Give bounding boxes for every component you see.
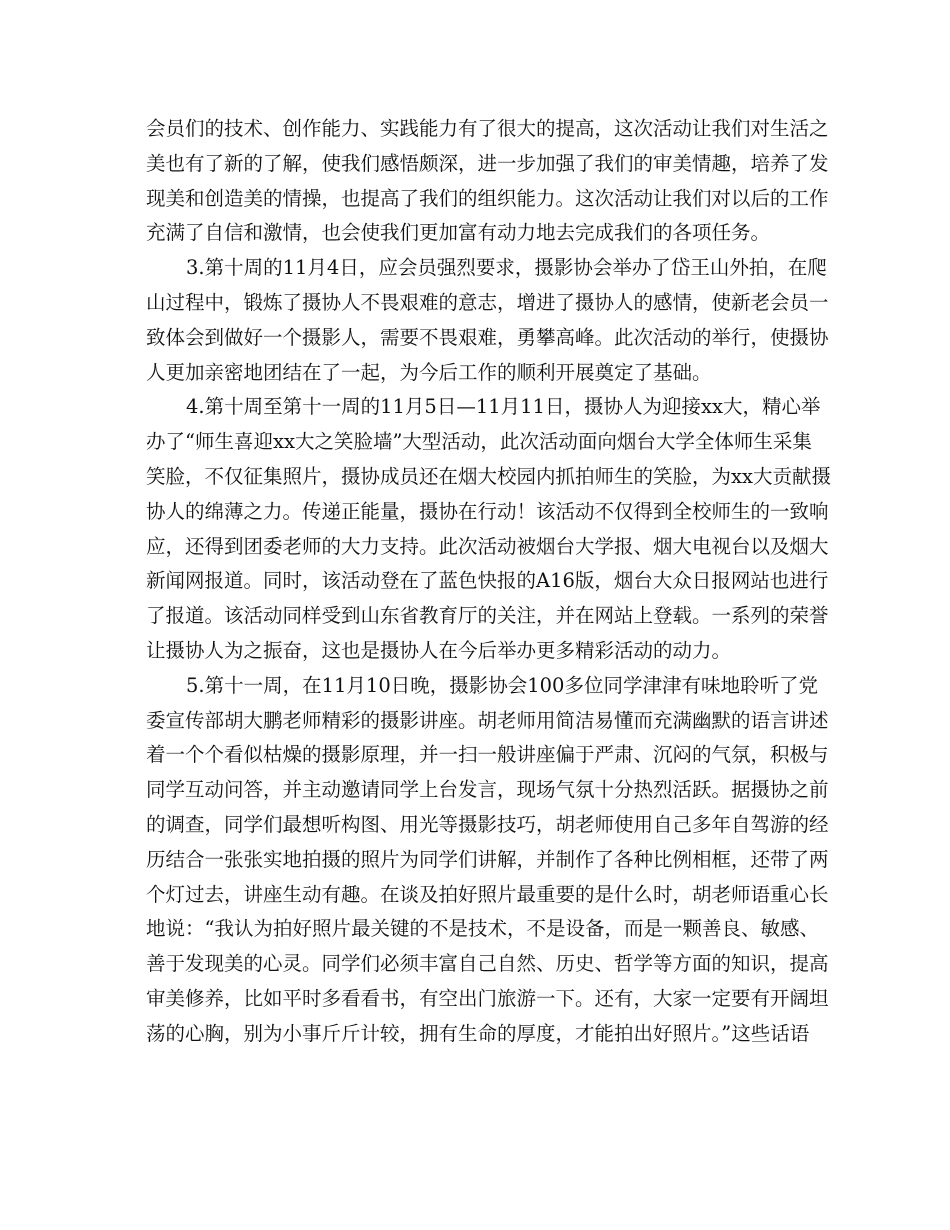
text-line: 荡的心胸，别为小事斤斤计较，拥有生命的厚度，才能拍出好照片。”这些话语 — [146, 1021, 810, 1045]
text-line: 同学互动问答，并主动邀请同学上台发言，现场气氛十分热烈活跃。据摄协之前 — [146, 778, 829, 802]
text-line: 着一个个看似枯燥的摄影原理，并一扫一般讲座偏于严肃、沉闷的气氛，积极与 — [146, 743, 829, 767]
text-line: 新闻网报道。同时，该活动登在了蓝色快报的A16版，烟台大众日报网站也进行 — [146, 569, 829, 593]
text-line: 的调查，同学们最想听构图、用光等摄影技巧，胡老师使用自己多年自驾游的经 — [146, 812, 829, 836]
text-line: 应，还得到团委老师的大力支持。此次活动被烟台大学报、烟大电视台以及烟大 — [146, 534, 829, 558]
text-line: 个灯过去，讲座生动有趣。在谈及拍好照片最重要的是什么时，胡老师语重心长 — [146, 882, 829, 906]
text-line: 协人的绵薄之力。传递正能量，摄协在行动！该活动不仅得到全校师生的一致响 — [146, 499, 829, 523]
text-line: 现美和创造美的情操，也提高了我们的组织能力。这次活动让我们对以后的工作 — [146, 186, 829, 210]
text-line: 委宣传部胡大鹏老师精彩的摄影讲座。胡老师用简洁易懂而充满幽默的语言讲述 — [146, 708, 829, 732]
text-line: 美也有了新的了解，使我们感悟颇深，进一步加强了我们的审美情趣，培养了发 — [146, 151, 829, 175]
text-line: 山过程中，锻炼了摄协人不畏艰难的意志，增进了摄协人的感情，使新老会员一 — [146, 290, 829, 314]
text-line: 致体会到做好一个摄影人，需要不畏艰难，勇攀高峰。此次活动的举行，使摄协 — [146, 325, 829, 349]
text-line: 善于发现美的心灵。同学们必须丰富自己自然、历史、哲学等方面的知识，提高 — [146, 952, 829, 976]
text-line: 历结合一张张实地拍摄的照片为同学们讲解，并制作了各种比例相框，还带了两 — [146, 847, 829, 871]
text-line: 会员们的技术、创作能力、实践能力有了很大的提高，这次活动让我们对生活之 — [146, 117, 829, 140]
text-line: 办了“师生喜迎xx大之笑脸墙”大型活动，此次活动面向烟台大学全体师生采集 — [146, 430, 812, 454]
text-line: 人更加亲密地团结在了一起，为今后工作的顺利开展奠定了基础。 — [146, 360, 712, 384]
text-line: 3.第十周的11月4日，应会员强烈要求，摄影协会举办了岱王山外拍，在爬 — [186, 256, 827, 280]
text-line: 审美修养，比如平时多看看书，有空出门旅游一下。还有，大家一定要有开阔坦 — [146, 986, 829, 1010]
text-line: 笑脸，不仅征集照片，摄协成员还在烟大校园内抓拍师生的笑脸，为xx大贡献摄 — [146, 464, 831, 488]
text-line: 让摄协人为之振奋，这也是摄协人在今后举办更多精彩活动的动力。 — [146, 638, 732, 662]
document-body — [146, 112, 831, 1052]
text-line: 5.第十一周，在11月10日晚，摄影协会100多位同学津津有味地聆听了党 — [186, 673, 818, 697]
text-line: 充满了自信和激情，也会使我们更加富有动力地去完成我们的各项任务。 — [146, 221, 771, 245]
text-line: 地说：“我认为拍好照片最关键的不是技术，不是设备，而是一颗善良、敏感、 — [146, 917, 819, 941]
text-line: 4.第十周至第十一周的11月5日—11月11日，摄协人为迎接xx大，精心举 — [186, 395, 821, 419]
text-line: 了报道。该活动同样受到山东省教育厅的关注，并在网站上登载。一系列的荣誉 — [146, 604, 829, 628]
